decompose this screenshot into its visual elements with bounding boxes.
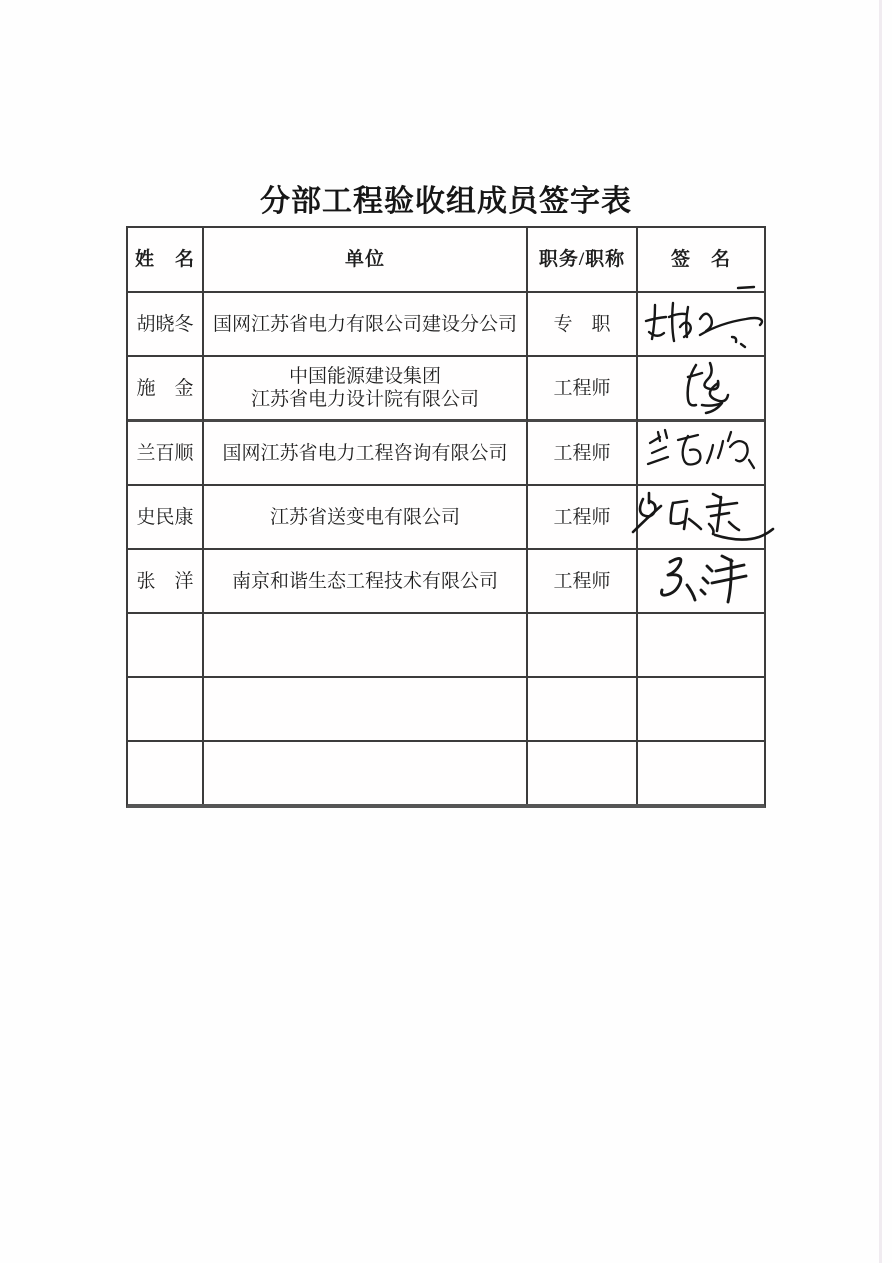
cell-title: 工程师 — [528, 550, 638, 614]
cell-title — [528, 614, 638, 678]
signature-zhangyang-handwriting — [654, 550, 764, 612]
signature-lanbaishun-handwriting — [642, 422, 762, 484]
cell-name: 兰百顺 — [128, 422, 204, 486]
cell-title: 工程师 — [528, 486, 638, 550]
cell-name — [128, 742, 204, 804]
unit-line: 南京和谐生态工程技术有限公司 — [231, 570, 498, 592]
cell-title — [528, 678, 638, 742]
cell-name: 张 洋 — [128, 550, 204, 614]
signature-shijin-handwriting — [664, 357, 744, 419]
page-title: 分部工程验收组成员签字表 — [260, 185, 632, 218]
cell-signature — [638, 486, 764, 550]
scan-edge-artifact — [879, 0, 882, 1263]
cell-name — [128, 678, 204, 742]
cell-signature — [638, 550, 764, 614]
header-name: 姓 名 — [128, 228, 204, 293]
cell-unit — [204, 486, 528, 550]
cell-signature — [638, 422, 764, 486]
signature-table — [126, 226, 766, 808]
signature-huxiaodong-handwriting — [636, 293, 766, 355]
cell-title: 工程师 — [528, 422, 638, 486]
unit-line: 江苏省电力设计院有限公司 — [250, 389, 479, 410]
unit-line: 江苏省送变电有限公司 — [269, 506, 460, 528]
cell-unit — [204, 614, 528, 678]
cell-signature — [638, 357, 764, 422]
unit-line: 国网江苏省电力有限公司建设分公司 — [212, 313, 517, 335]
cell-signature — [638, 742, 764, 804]
cell-title: 工程师 — [528, 357, 638, 422]
cell-unit — [204, 357, 528, 422]
unit-line: 国网江苏省电力工程咨询有限公司 — [222, 442, 508, 464]
cell-name: 史民康 — [128, 486, 204, 550]
signature-shiminkang-handwriting — [628, 486, 783, 548]
cell-unit — [204, 293, 528, 357]
cell-unit — [204, 678, 528, 742]
cell-signature — [638, 678, 764, 742]
cell-signature — [638, 614, 764, 678]
cell-signature — [638, 293, 764, 357]
cell-name: 胡晓冬 — [128, 293, 204, 357]
header-signature: 签 名 — [638, 228, 764, 293]
unit-line: 中国能源建设集团 — [288, 366, 441, 387]
header-unit: 单位 — [204, 228, 528, 293]
cell-title: 专 职 — [528, 293, 638, 357]
cell-unit — [204, 550, 528, 614]
cell-name: 施 金 — [128, 357, 204, 422]
cell-name — [128, 614, 204, 678]
header-title: 职务/职称 — [528, 228, 638, 293]
cell-unit — [204, 742, 528, 804]
cell-title — [528, 742, 638, 804]
cell-unit — [204, 422, 528, 486]
